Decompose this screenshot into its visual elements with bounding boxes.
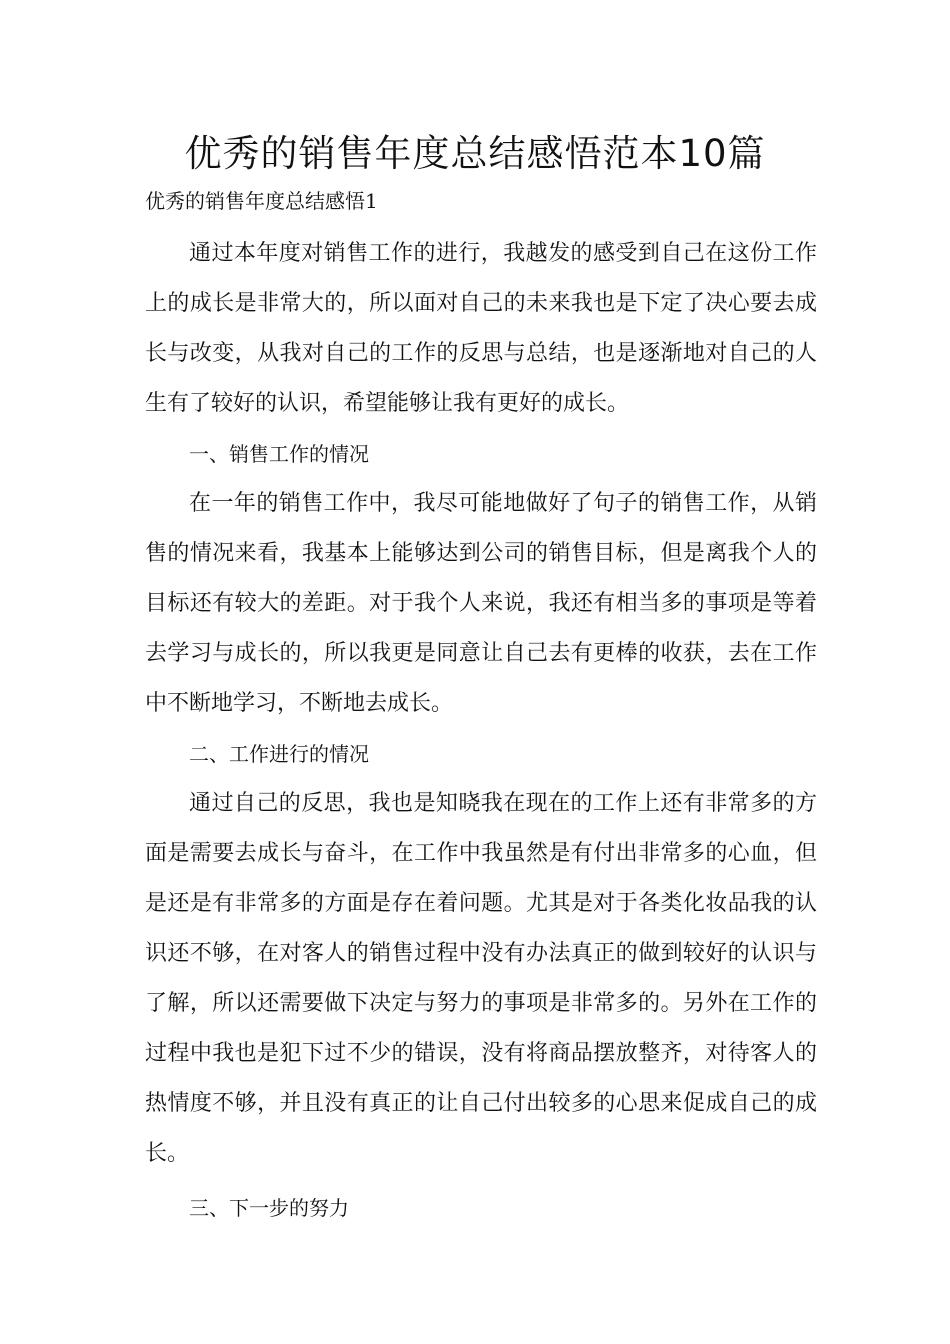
section-heading: 三、下一步的努力 <box>189 1196 349 1220</box>
section-heading: 一、销售工作的情况 <box>189 442 369 466</box>
body-paragraph: 通过本年度对销售工作的进行，我越发的感受到自己在这份工作上的成长是非常大的，所以面对自己的未来我也是下定了决心要去成长与改变，从我对自己的工作的反思与总结，也是逐渐地对自己的人生有了较好的认识，希望能够让我有更好的成长。 <box>145 241 817 416</box>
section-heading: 二、工作进行的情况 <box>189 742 369 766</box>
body-paragraph: 在一年的销售工作中，我尽可能地做好了句子的销售工作，从销售的情况来看，我基本上能够达到公司的销售目标，但是离我个人的目标还有较大的差距。对于我个人来说，我还有相当多的事项是等着去学习与成长的，所以我更是同意让自己去有更棒的收获，去在工作中不断地学习，不断地去成长。 <box>145 491 817 716</box>
document-title: 优秀的销售年度总结感悟范本10篇 <box>184 132 766 175</box>
document-subtitle: 优秀的销售年度总结感悟1 <box>145 189 378 213</box>
document-body <box>145 229 817 1233</box>
body-paragraph: 通过自己的反思，我也是知晓我在现在的工作上还有非常多的方面是需要去成长与奋斗，在工作中我虽然是有付出非常多的心血，但是还是有非常多的方面是存在着问题。尤其是对于各类化妆品我的认识还不够，在对客人的销售过程中没有办法真正的做到较好的认识与了解，所以还需要做下决定与努力的事项是非常多的。另外在工作的过程中我也是犯下过不少的错误，没有将商品摆放整齐，对待客人的热情度不够，并且没有真正的让自己付出较多的心思来促成自己的成长。 <box>145 791 817 1166</box>
